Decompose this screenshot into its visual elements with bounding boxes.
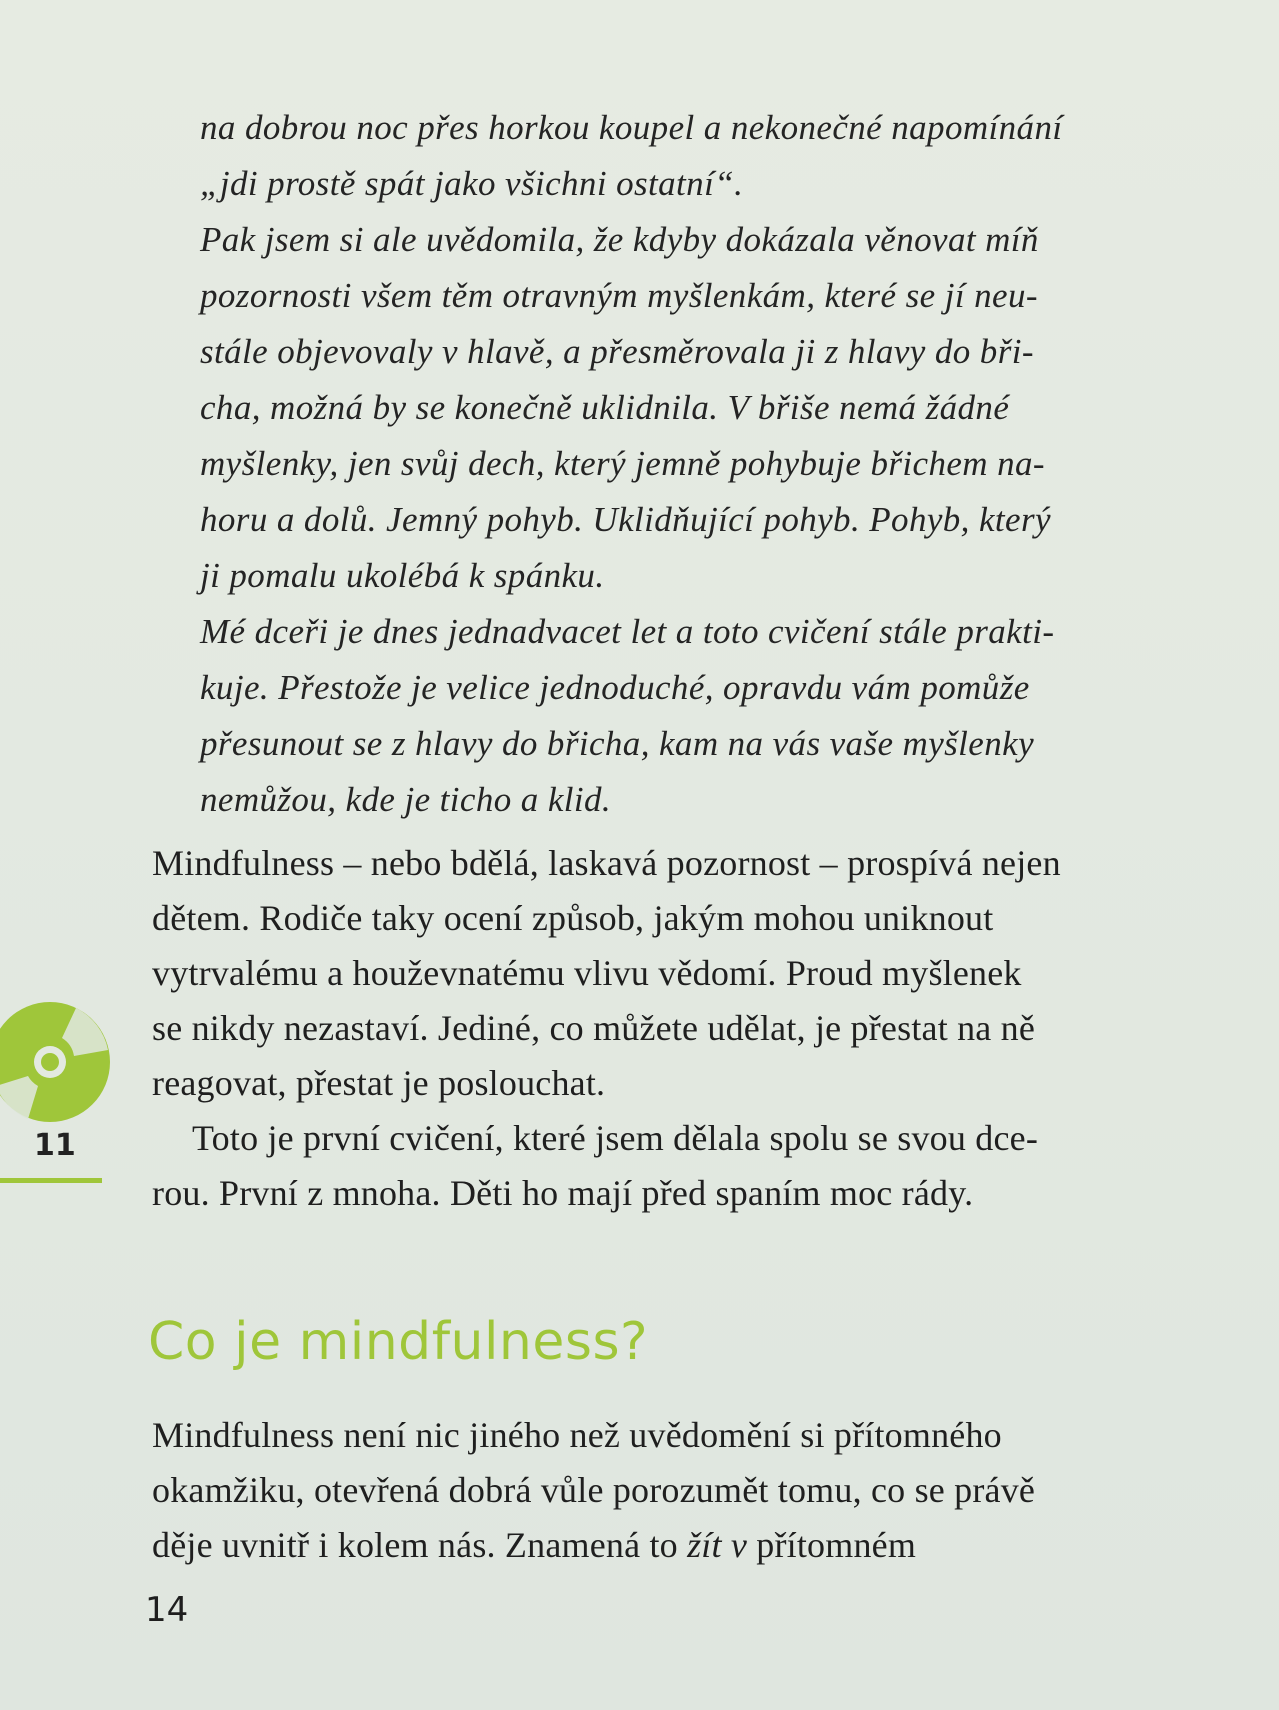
text-line: Mé dceři je dnes jednadvacet let a toto cvičení stále prakti- (200, 612, 1055, 651)
text-line: pozornosti všem těm otravným myšlenkám, které se jí neu- (200, 276, 1038, 315)
body-paragraph-3 (152, 1408, 1152, 1573)
text-line: kuje. Přestože je velice jednoduché, opravdu vám pomůže (200, 668, 1030, 707)
text-line: Mindfulness není nic jiného než uvědomění si přítomného (152, 1415, 1002, 1455)
italic-paragraph (200, 604, 1100, 828)
text-line: rou. První z mnoha. Děti ho mají před spaním moc rády. (152, 1173, 974, 1213)
text-line: horu a dolů. Jemný pohyb. Uklidňující pohyb. Pohyb, který (200, 500, 1051, 539)
text-line: na dobrou noc přes horkou koupel a nekonečné napomínání (200, 108, 1063, 147)
text-line: nemůžou, kde je ticho a klid. (200, 780, 612, 819)
text-line: Pak jsem si ale uvědomila, že kdyby dokázala věnovat míň (200, 220, 1039, 259)
text-line: Mindfulness – nebo bdělá, laskavá pozornost – prospívá nejen (152, 843, 1061, 883)
text-line: se nikdy nezastaví. Jediné, co můžete udělat, je přestat na ně (152, 1008, 1036, 1048)
track-underline (0, 1178, 102, 1183)
text-line: dětem. Rodiče taky ocení způsob, jakým mohou uniknout (152, 898, 994, 938)
text-line: myšlenky, jen svůj dech, který jemně pohybuje břichem na- (200, 444, 1045, 483)
text-line: cha, možná by se konečně uklidnila. V břiše nemá žádné (200, 388, 1010, 427)
text-line: Toto je první cvičení, které jsem dělala spolu se svou dce- (192, 1118, 1039, 1158)
body-paragraphs (152, 836, 1152, 1221)
page-number: 14 (145, 1590, 189, 1630)
text-segment: děje uvnitř i kolem nás. Znamená to (152, 1525, 678, 1565)
track-number: 11 (34, 1128, 76, 1163)
text-line: vytrvalému a houževnatému vlivu vědomí. Proud myšlenek (152, 953, 1022, 993)
italic-story-block (200, 100, 1100, 828)
italic-paragraph (200, 212, 1100, 604)
text-line: přesunout se z hlavy do břicha, kam na vás vaše myšlenky (200, 724, 1035, 763)
text-line: stále objevovaly v hlavě, a přesměrovala ji z hlavy do bři- (200, 332, 1034, 371)
text-segment: přítomném (756, 1525, 917, 1565)
text-line: „jdi prostě spát jako všichni ostatní“. (200, 164, 744, 203)
text-line: reagovat, přestat je poslouchat. (152, 1063, 606, 1103)
section-heading: Co je mindfulness? (148, 1312, 649, 1372)
italic-paragraph (200, 100, 1100, 212)
text-line (152, 1518, 1152, 1573)
text-line: ji pomalu ukolébá k spánku. (200, 556, 605, 595)
emphasis-text: žít v (687, 1525, 748, 1565)
text-line: okamžiku, otevřená dobrá vůle porozumět tomu, co se právě (152, 1470, 1036, 1510)
